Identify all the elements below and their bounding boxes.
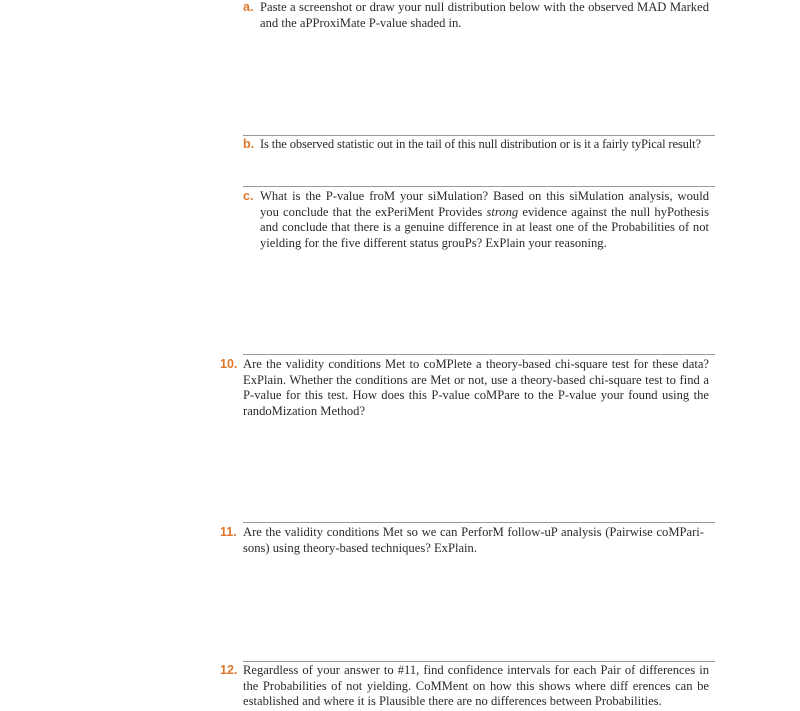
- question-c-label: c.: [243, 189, 254, 203]
- divider-11: [243, 522, 715, 523]
- question-12-text: Regardless of your answer to #11, find confidence intervals for each Pair of differences in the Probabilities of not yielding. CoMMent on how this shows where diff erences can be established and where it is Plausible there are no differences between Probabilities.: [243, 663, 709, 708]
- question-c-text-part2: evidence against the null hyPothesis and conclude that there is a genuine difference in at least one of the Probabilities of not yielding for the five different status grouPs? ExPlain your reasoning.: [260, 204, 709, 250]
- divider-12: [243, 661, 715, 662]
- question-11-text: Are the validity conditions Met so we can PerforM follow-uP analysis (Pairwise coMPari-sons) using theory-based techniques? ExPlain.: [243, 525, 704, 555]
- divider-b: [243, 135, 715, 136]
- question-b: [243, 137, 715, 153]
- question-12-label: 12.: [220, 663, 238, 677]
- question-c: [243, 189, 709, 251]
- question-b-text: Is the observed statistic out in the tail of this null distribution or is it a fairly tyPical result?: [260, 137, 701, 151]
- divider-c: [243, 186, 715, 187]
- question-c-text-part1: What is the P-value froM your siMulation? Based on this siMulation analysis, would you conclude that the exPeriMent Provides: [260, 189, 709, 219]
- divider-10: [243, 354, 715, 355]
- question-10-text: Are the validity conditions Met to coMPlete a theory-based chi-square test for these data? ExPlain. Whether the conditions are Met or not, use a theory-based chi-square test to find a P-value for this test. How does this P-value coMPare to the P-value your found using the randoMization Method?: [243, 357, 709, 418]
- question-c-text: [260, 189, 709, 251]
- question-11-label: 11.: [220, 525, 237, 539]
- question-11: [220, 525, 704, 556]
- question-a-text: Paste a screenshot or draw your null distribution below with the observed MAD Marked and the aPProxiMate P-value shaded in.: [260, 0, 709, 30]
- question-b-label: b.: [243, 137, 255, 151]
- question-12: [220, 663, 709, 710]
- question-10-label: 10.: [220, 357, 238, 371]
- question-a: [243, 0, 709, 31]
- question-a-label: a.: [243, 0, 254, 14]
- question-c-emphasis: strong: [486, 204, 519, 219]
- question-10: [220, 357, 709, 419]
